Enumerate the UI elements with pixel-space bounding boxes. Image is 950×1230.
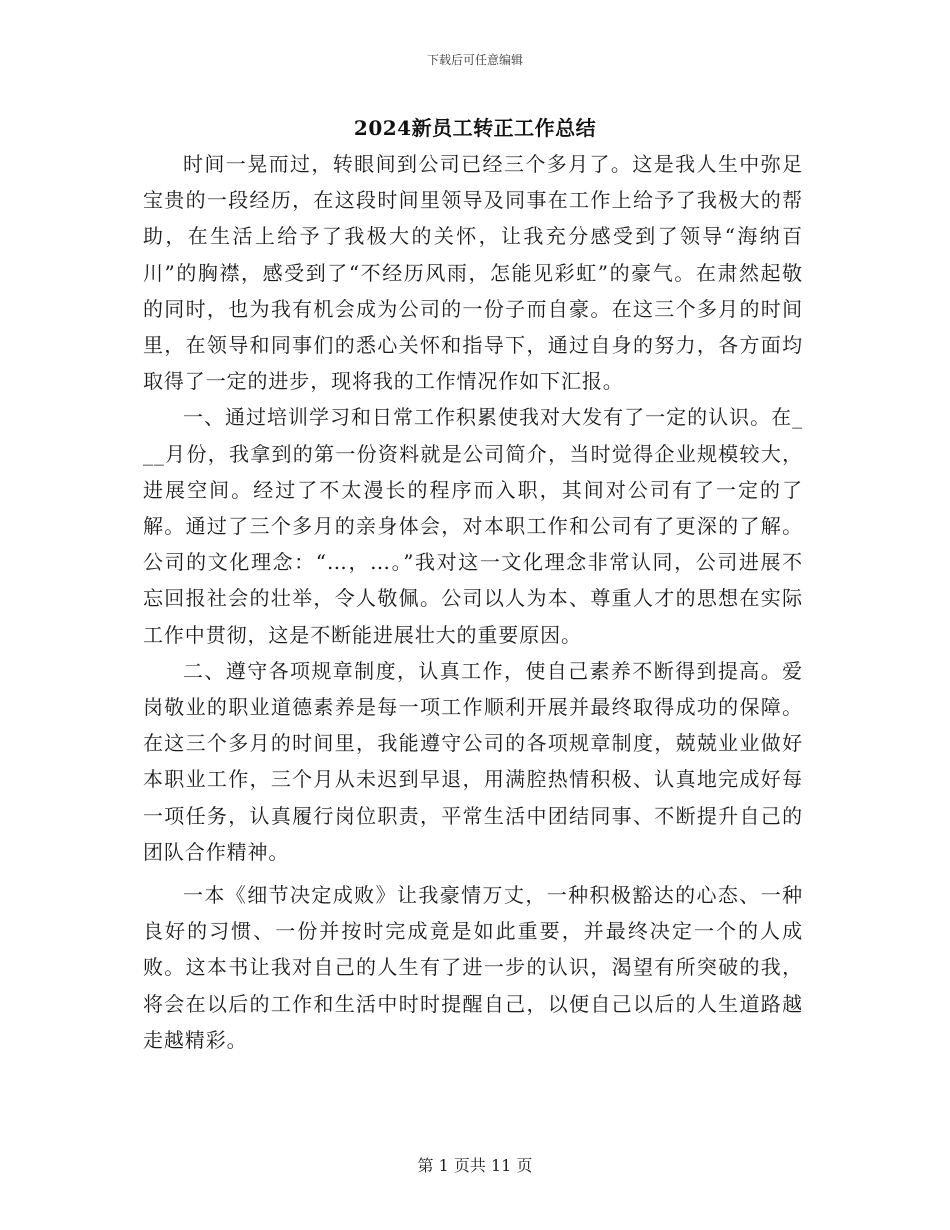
paragraph-section-one: 一、通过培训学习和日常工作积累使我对大发有了一定的认识。在___月份，我拿到的第一份资料就是公司简介，当时觉得企业规模较大，进展空间。经过了不太漫长的程序而入职，其间对公司有了一定的了解。通过了三个多月的亲身体会，对本职工作和公司有了更深的了解。公司的文化理念：“…，…。”我对这一文化理念非常认同，公司进展不忘回报社会的壮举，令人敬佩。公司以人为本、尊重人才的思想在实际工作中贯彻，这是不断能进展壮大的重要原因。 [143, 405, 803, 647]
paragraph-intro: 时间一晃而过，转眼间到公司已经三个多月了。这是我人生中弥足宝贵的一段经历，在这段时间里领导及同事在工作上给予了我极大的帮助，在生活上给予了我极大的关怀，让我充分感受到了领导“海纳百川”的胸襟，感受到了“不经历风雨，怎能见彩虹”的豪气。在肃然起敬的同时，也为我有机会成为公司的一份子而自豪。在这三个多月的时间里，在领导和同事们的悉心关怀和指导下，通过自身的努力，各方面均取得了一定的进步，现将我的工作情况作如下汇报。 [143, 152, 803, 394]
page-header-note: 下载后可任意编辑 [426, 53, 523, 67]
paragraph-section-two: 二、遵守各项规章制度，认真工作，使自己素养不断得到提高。爱岗敬业的职业道德素养是每一项工作顺利开展并最终取得成功的保障。在这三个多月的时间里，我能遵守公司的各项规章制度，兢兢业业做好本职业工作，三个月从未迟到早退，用满腔热情积极、认真地完成好每一项任务，认真履行岗位职责，平常生活中团结同事、不断提升自己的团队合作精神。 [143, 658, 803, 864]
document-body [143, 146, 803, 1058]
document-title: 2024新员工转正工作总结 [353, 116, 597, 140]
paragraph-book-reflection: 一本《细节决定成败》让我豪情万丈，一种积极豁达的心态、一种良好的习惯、一份并按时完成竟是如此重要，并最终决定一个的人成败。这本书让我对自己的人生有了进一步的认识，渴望有所突破的我，将会在以后的工作和生活中时时提醒自己，以便自己以后的人生道路越走越精彩。 [143, 883, 803, 1052]
page-number-footer: 第 1 页共 11 页 [417, 1156, 533, 1175]
